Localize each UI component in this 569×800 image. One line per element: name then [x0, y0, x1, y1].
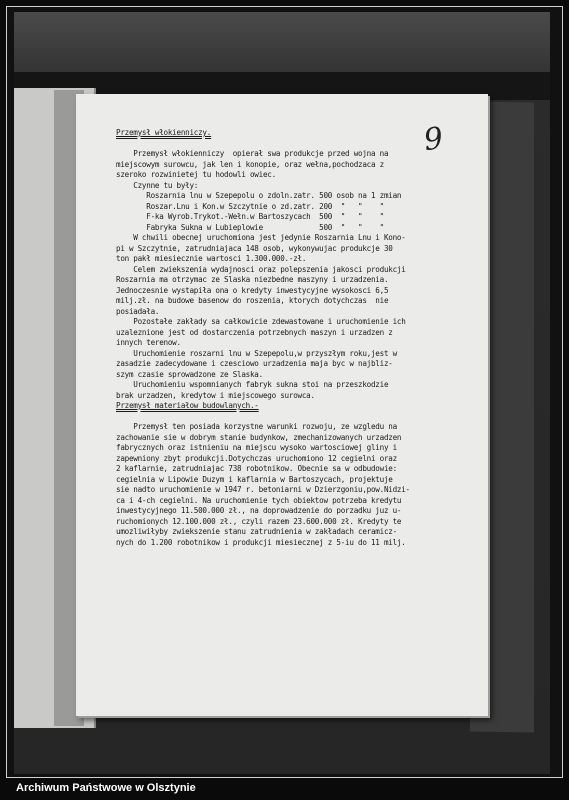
document-line: posiadała. — [116, 306, 160, 316]
document-line: inwestycyjnego 11.500.000 zł., na doprowadzenie do porzadku juz u- — [116, 506, 402, 515]
document-line — [116, 139, 472, 150]
document-line: Pozostałe zakłady sa całkowicie zdewastowane i uruchomienie ich — [116, 317, 406, 326]
document-line: brak urzadzen, kredytow i miejscowego surowca. — [116, 390, 315, 400]
document-line: ca i 4-ch cegielni. Na uruchomienie tych obiektow potrzeba kredytu — [116, 495, 402, 505]
document-line: cegielnia w Lipowie Duzym i kaflarnia w Bartoszycach, projektuje — [116, 474, 393, 484]
document-line: Celem zwiekszenia wydajnosci oraz polepszenia jakosci produkcji — [116, 264, 406, 274]
document-line: pi w Szczytnie, zatrudniajaca 148 osob, wykonywujac produkcje 30 — [116, 243, 393, 253]
document-line: Czynne tu były: — [116, 180, 199, 190]
document-line: Przemysł ten posiada korzystne warunki rozwoju, ze wzgledu na — [116, 422, 397, 431]
document-line: zapewniony zbyt produkcji.Dotychczas uruchomiono 12 cegielni oraz — [116, 453, 397, 463]
archive-label: Archiwum Państwowe w Olsztynie — [16, 782, 196, 794]
document-line: Roszarnia lnu w Szepepolu o zdoln.zatr. 500 osob na 1 zmian — [116, 191, 402, 200]
document-line: Przemysł włokienniczy opierał swa produkcje przed wojna na — [116, 149, 389, 158]
document-line: Uruchomienie roszarni lnu w Szepepolu,w przyszłym roku,jest w — [116, 348, 397, 358]
document-line — [116, 412, 472, 423]
document-line: Uruchomieniu wspomnianych fabryk sukna stoi na przeszkodzie — [116, 380, 389, 389]
document-line: F-ka Wyrob.Trykot.-Wełn.w Bartoszycach 500 " " " — [116, 212, 384, 221]
page-number: 9 — [421, 120, 446, 159]
document-text — [116, 128, 472, 548]
document-line: nych do 1.200 robotnikow i produkcji miesiecznej z 5-iu do 11 milj. — [116, 537, 406, 547]
document-line: Przemysł włokienniczy. — [116, 128, 212, 137]
document-line: Roszarnia ma otrzymac ze Slaska niezbedne maszyny i urzadzenia. — [116, 275, 389, 284]
document-line: uzaleznione jest od dostarczenia potrzebnych maszyn i urzadzen z — [116, 327, 393, 337]
document-line: umozliwiłyby zwiekszenie stanu zatrudnienia w zakładach ceramicz- — [116, 527, 397, 536]
document-line: szeroko rozwinietej tu hodowli owiec. — [116, 170, 276, 179]
document-line: Przemysł materiałow budowlanych.- — [116, 401, 259, 410]
document-line: milj.zł. na budowe basenow do roszenia, ktorych dotychczas nie — [116, 296, 389, 305]
document-line: 2 kaflarnie, zatrudniajac 738 robotnikow. Obecnie sa w odbudowie: — [116, 464, 397, 473]
document-line: fabrycznych oraz istnieniu na miejscu wysoko wartosciowej gliny i — [116, 443, 397, 452]
document-line: ton pakł miesiecznie wartosci 1.300.000.-zł. — [116, 254, 307, 263]
document-line: sie nadto uruchomienie w 1947 r. betoniarni w Dzierzgoniu,pow.Nidzi- — [116, 485, 410, 494]
document-line: ruchomionych 12.100.000 zł., czyli razem 23.600.000 zł. Kredyty te — [116, 516, 402, 526]
scan-photo — [14, 12, 550, 774]
document-line: zachowanie sie w dobrym stanie budynkow, zmechanizowanych urzadzen — [116, 432, 402, 442]
document-page — [76, 94, 488, 716]
document-line: Jednoczesnie wystapiła ona o kredyty inwestycyjne wysokosci 6,5 — [116, 285, 389, 295]
document-line: W chwili obecnej uruchomiona jest jedynie Roszarnia Lnu i Kono- — [116, 233, 406, 242]
document-line: szym czasie sprowadzone ze Slaska. — [116, 369, 263, 379]
document-line: Fabryka Sukna w Lubieplowie 500 " " " — [116, 222, 384, 232]
document-line: Roszar.Lnu i Kon.w Szczytnie o zd.zatr. 200 " " " — [116, 201, 384, 211]
document-line: zasadzie zadecydowane i czesciowo urzadzenia maja byc w najbliz- — [116, 359, 393, 368]
document-line: innych terenow. — [116, 338, 181, 347]
document-line: miejscowym surowcu, jak len i konopie, oraz wełna,pochodzaca z — [116, 159, 384, 169]
